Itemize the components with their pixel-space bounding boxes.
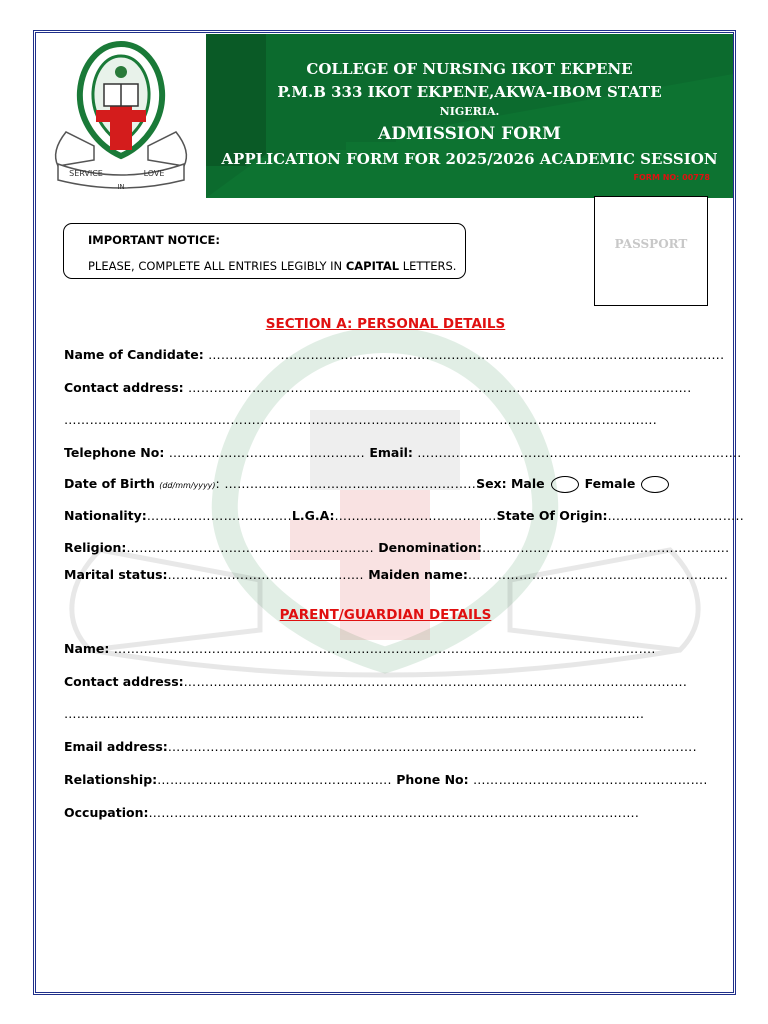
motto-love: LOVE — [143, 169, 165, 178]
guardian-email-field[interactable] — [64, 739, 697, 754]
religion-line[interactable]: …………………………………………………. — [126, 540, 374, 555]
college-name: COLLEGE OF NURSING IKOT EKPENE — [306, 60, 633, 78]
motto-in: IN — [117, 183, 125, 191]
guardian-name-label: Name: — [64, 641, 110, 656]
notice-title: IMPORTANT NOTICE: — [88, 233, 221, 247]
motto-service: SERVICE — [69, 169, 103, 178]
male-option-radio[interactable] — [551, 476, 579, 493]
form-title: ADMISSION FORM — [378, 124, 561, 144]
female-label: Female — [584, 476, 636, 491]
telephone-label: Telephone No: — [64, 445, 165, 460]
form-subtitle: APPLICATION FORM FOR 2025/2026 ACADEMIC SESSION — [221, 150, 718, 168]
guardian-email-line[interactable]: ……………………………………………………………………………………………………………. — [167, 739, 697, 754]
section-a-title: SECTION A: PERSONAL DETAILS — [265, 316, 506, 332]
guardian-contact-line[interactable]: ………………………………………………………………………………………………………. — [183, 674, 688, 689]
passport-label: PASSPORT — [614, 237, 688, 251]
dob-sex-row[interactable] — [64, 476, 675, 493]
maiden-name-line[interactable]: ……………………………………………………. — [467, 567, 729, 582]
guardian-email-label: Email address: — [64, 739, 168, 754]
marital-status-line[interactable]: ………………………………………. — [167, 567, 364, 582]
candidate-name-field[interactable] — [64, 347, 724, 362]
occupation-label: Occupation: — [64, 805, 149, 820]
guardian-name-field[interactable] — [64, 641, 656, 656]
nationality-label: Nationality: — [64, 508, 147, 523]
maiden-name-label: Maiden name: — [368, 567, 468, 582]
nationality-line[interactable]: ……………………………. — [146, 508, 292, 523]
female-option-radio[interactable] — [641, 476, 669, 493]
email-line[interactable]: …………………………………………………………………. — [417, 445, 742, 460]
college-address: P.M.B 333 IKOT EKPENE,AKWA-IBOM STATE — [277, 83, 662, 101]
origin-row[interactable] — [64, 508, 744, 523]
college-country: NIGERIA. — [439, 105, 500, 118]
telephone-email-row[interactable] — [64, 445, 742, 460]
state-of-origin-label: State Of Origin: — [496, 508, 608, 523]
occupation-field[interactable] — [64, 805, 639, 820]
denomination-line[interactable]: …………………………………………………. — [481, 540, 730, 555]
relationship-line[interactable]: ………………………………………………. — [157, 772, 392, 787]
dob-label: Date of Birth — [64, 476, 155, 491]
dob-line[interactable]: : ………………………………………………….. — [215, 476, 477, 491]
guardian-name-line[interactable]: ………………………………………………………………………………………………………………. — [113, 641, 656, 656]
religion-label: Religion: — [64, 540, 127, 555]
section-b-title: PARENT/GUARDIAN DETAILS — [279, 607, 492, 623]
denomination-label: Denomination: — [378, 540, 482, 555]
college-logo — [38, 36, 204, 196]
sex-male-label: Sex: Male — [476, 476, 545, 491]
religion-row[interactable] — [64, 540, 729, 555]
contact-address-line-2[interactable] — [64, 412, 657, 427]
lga-label: L.G.A: — [291, 508, 335, 523]
guardian-contact-label: Contact address: — [64, 674, 184, 689]
relationship-label: Relationship: — [64, 772, 158, 787]
state-of-origin-line[interactable]: ………………………….. — [607, 508, 745, 523]
guardian-phone-label: Phone No: — [396, 772, 469, 787]
guardian-contact-line2[interactable]: ………………………………………………………………………………………………………………………. — [64, 706, 645, 721]
candidate-name-label: Name of Candidate: — [64, 347, 204, 362]
email-label: Email: — [369, 445, 413, 460]
contact-address-line2[interactable]: …………………………………………………………………………………………………………………………. — [64, 412, 658, 427]
telephone-line[interactable]: ………………………………………. — [168, 445, 365, 460]
relationship-phone-row[interactable] — [64, 772, 708, 787]
form-number: FORM NO: 00778 — [633, 173, 710, 182]
guardian-contact-field[interactable] — [64, 674, 687, 689]
marital-row[interactable] — [64, 567, 728, 582]
contact-address-field[interactable] — [64, 380, 692, 395]
passport-photo-box[interactable] — [594, 196, 708, 306]
candidate-name-line[interactable]: …………………………………………………………………………………………………………. — [208, 347, 725, 362]
lga-line[interactable]: ……………………………….. — [334, 508, 497, 523]
guardian-contact-line-2[interactable] — [64, 706, 644, 721]
notice-text: PLEASE, COMPLETE ALL ENTRIES LEGIBLY IN CAPITAL LETTERS. — [88, 259, 457, 273]
contact-address-line[interactable]: ………………………………………………………………………………………………………. — [188, 380, 692, 395]
dob-format-hint: (dd/mm/yyyy) — [159, 481, 216, 490]
important-notice-box — [63, 223, 466, 279]
marital-status-label: Marital status: — [64, 567, 168, 582]
contact-address-label: Contact address: — [64, 380, 184, 395]
guardian-phone-line[interactable]: ………………………………………………. — [472, 772, 708, 787]
occupation-line[interactable]: ……………………………………………………………………………………………………. — [148, 805, 640, 820]
